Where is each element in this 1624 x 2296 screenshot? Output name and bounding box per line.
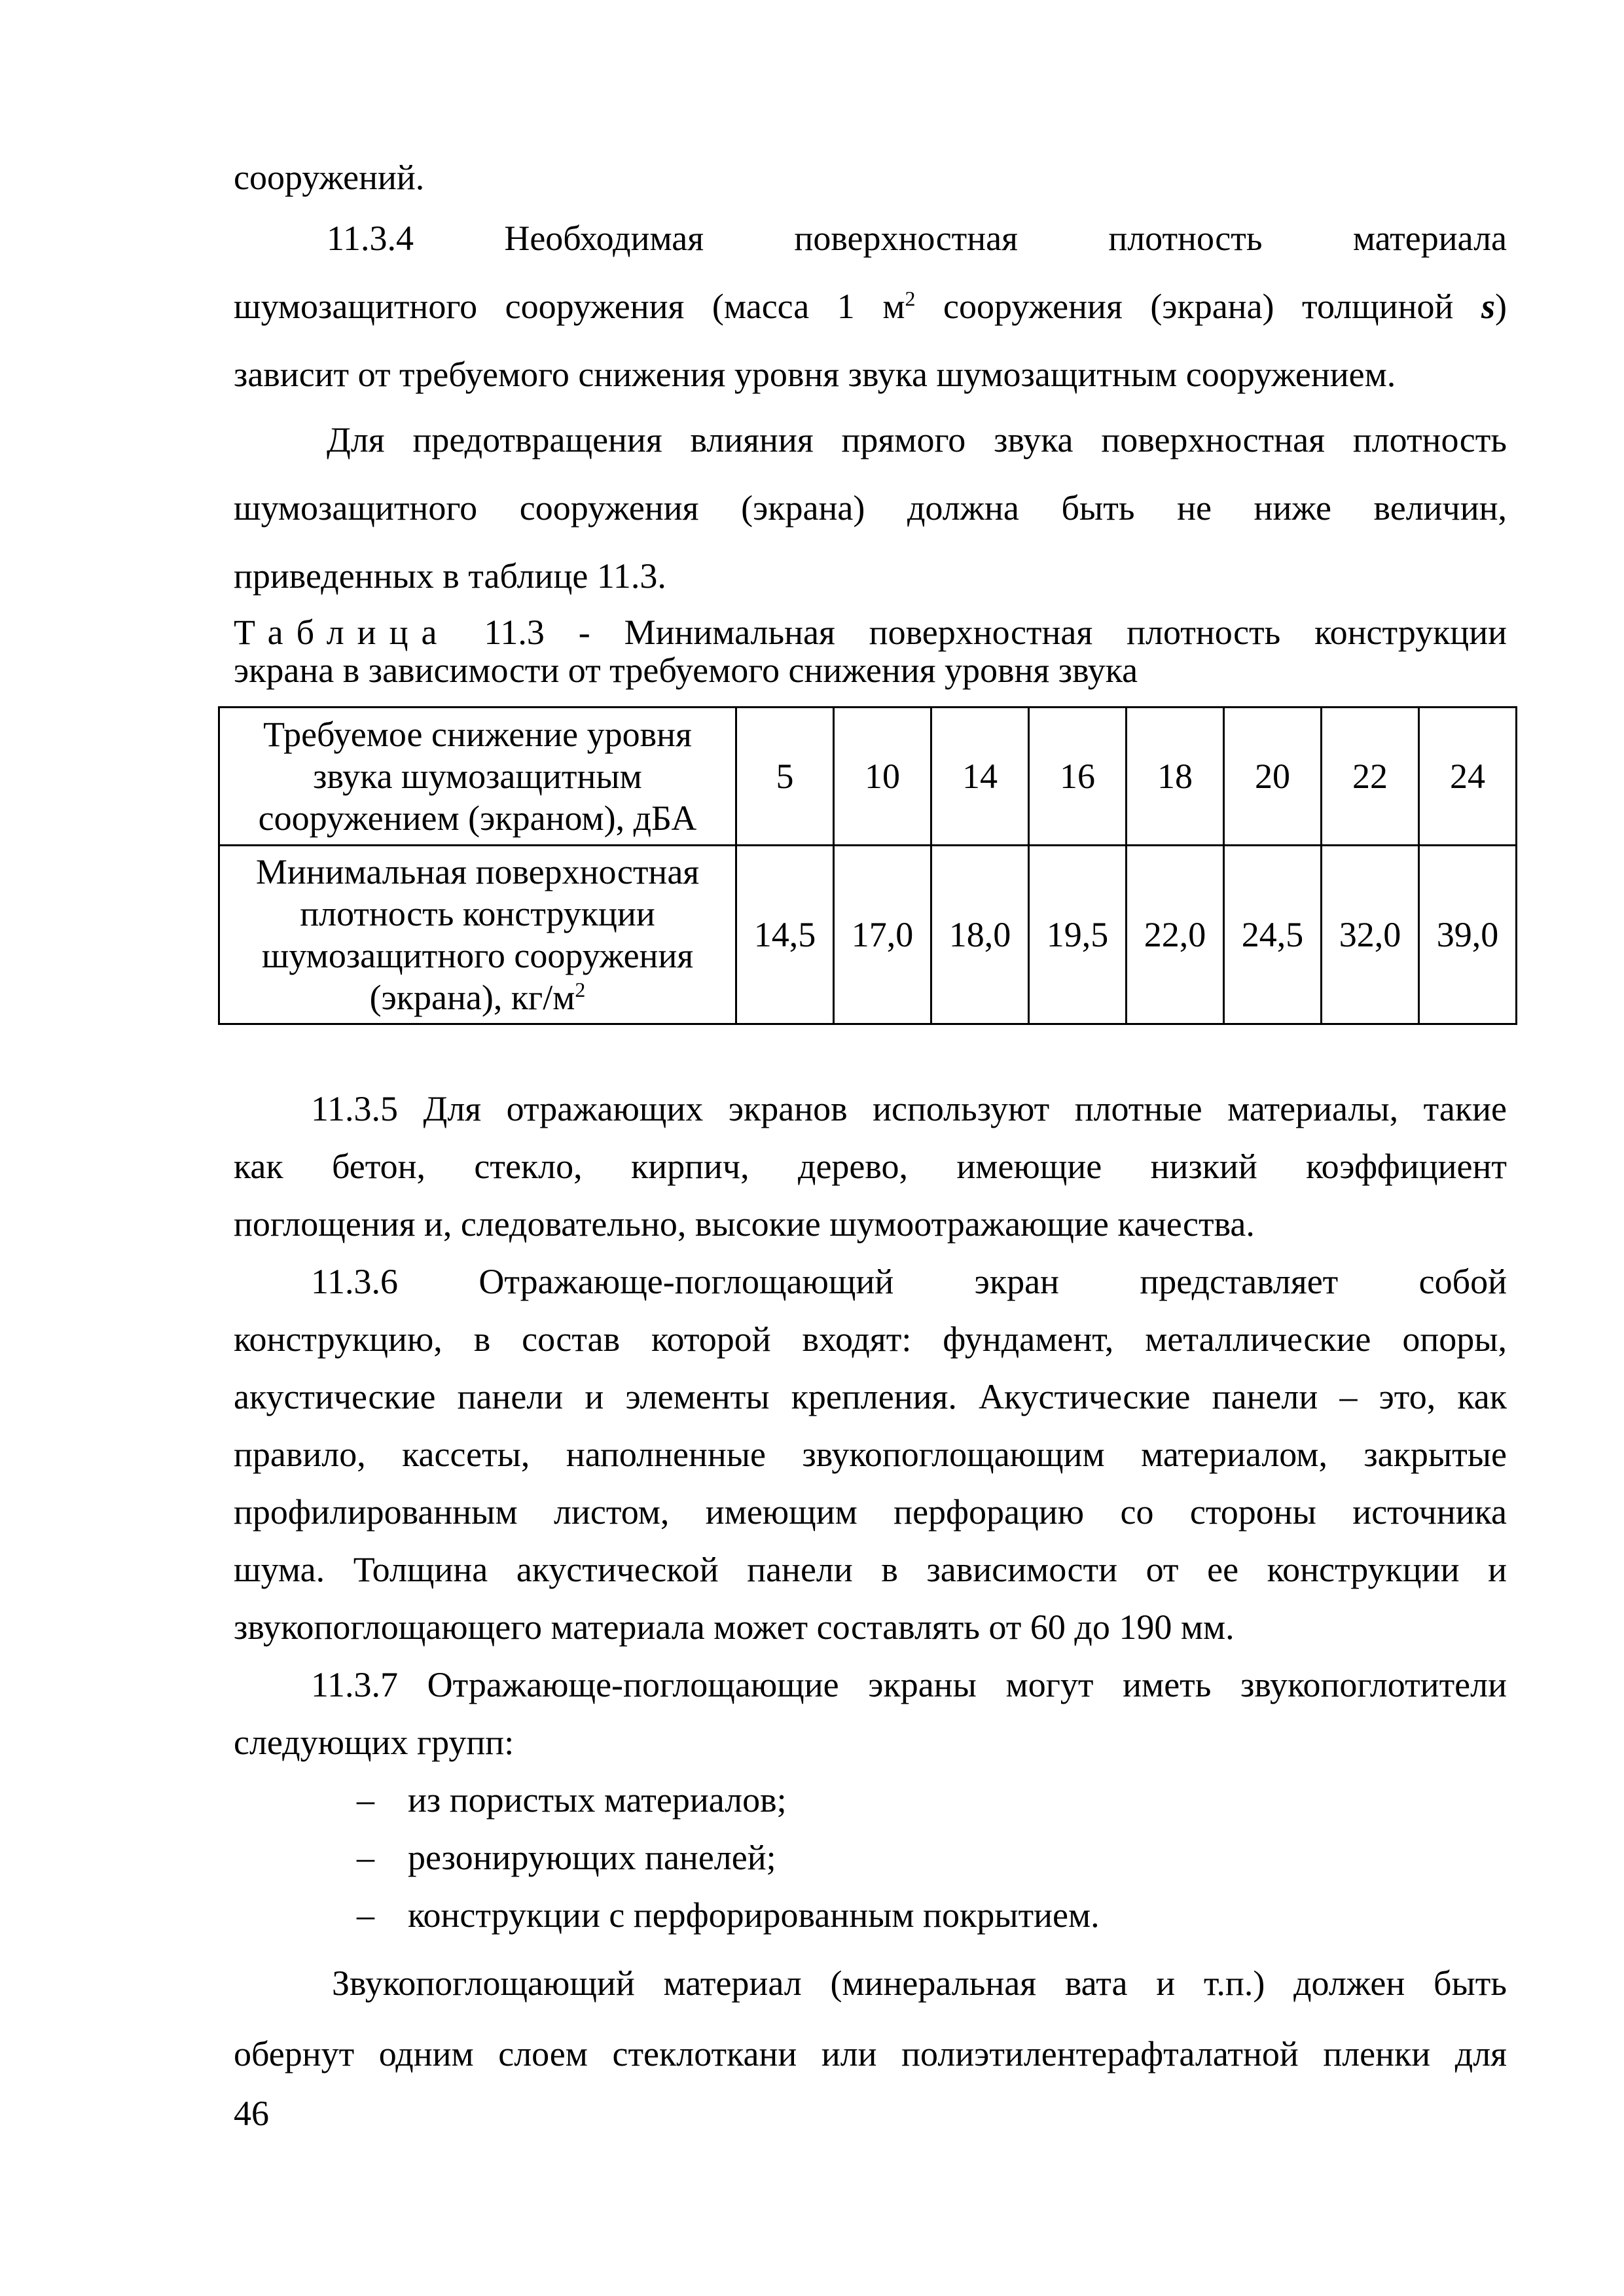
section-11-3-6: [234, 1253, 1507, 1656]
table-cell: 24,5: [1224, 846, 1322, 1024]
table-row-header-noise-reduction: Требуемое снижение уровня звука шумозащитным сооружением (экраном), дБА: [219, 708, 736, 846]
page-number: 46: [234, 2094, 269, 2133]
density-table: [218, 706, 1517, 1025]
table-cell: 39,0: [1419, 846, 1517, 1024]
table-row: [219, 708, 1517, 846]
superscript-2: 2: [575, 978, 586, 1001]
section-11-3-6-line-6: шума. Толщина акустической панели в зависимости от ее конструкции и: [234, 1550, 1507, 1589]
table-cell: 17,0: [834, 846, 931, 1024]
section-11-3-6-line-2: конструкцию, в состав которой входят: фундамент, металлические опоры,: [234, 1319, 1507, 1359]
section-11-3-7-line-2: следующих групп:: [234, 1723, 514, 1762]
table-cell: 14,5: [736, 846, 834, 1024]
table-row: [219, 846, 1517, 1024]
section-11-3-5-line-3: поглощения и, следовательно, высокие шумоотражающие качества.: [234, 1204, 1255, 1244]
section-11-3-7: [234, 1656, 1507, 1771]
section-11-3-4-line-1: 11.3.4 Необходимая поверхностная плотность материала: [327, 219, 1507, 258]
section-11-3-6-line-1: 11.3.6 Отражающе-поглощающий экран представляет собой: [311, 1262, 1507, 1301]
section-11-3-4: [234, 204, 1507, 408]
section-11-3-5-line-2: как бетон, стекло, кирпич, дерево, имеющие низкий коэффициент: [234, 1147, 1507, 1186]
section-11-3-7-line-1: 11.3.7 Отражающе-поглощающие экраны могут иметь звукопоглотители: [311, 1665, 1507, 1704]
table-cell: 22,0: [1127, 846, 1224, 1024]
dash-bullet: –: [357, 1895, 374, 1935]
table-cell: 18: [1127, 708, 1224, 846]
table-cell: 32,0: [1322, 846, 1419, 1024]
dash-bullet: –: [357, 1838, 374, 1877]
paragraph-continuation: сооружений.: [234, 158, 425, 197]
dash-bullet: –: [357, 1780, 374, 1820]
table-cell: 22: [1322, 708, 1419, 846]
table-cell: 24: [1419, 708, 1517, 846]
table-cell: 18,0: [931, 846, 1029, 1024]
section-11-3-4-line-2: шумозащитного сооружения (масса 1 $м^2$ сооружения (экрана) толщиной s): [234, 287, 1507, 326]
paragraph-prevention-line-3: приведенных в таблице 11.3.: [234, 556, 666, 596]
table-row-header-surface-density: Минимальная поверхностная плотность конструкции шумозащитного сооружения (экрана), $кг/м^2$: [219, 846, 736, 1024]
table-cell: 14: [931, 708, 1029, 846]
section-11-3-4-line-3: зависит от требуемого снижения уровня звука шумозащитным сооружением.: [234, 355, 1396, 394]
section-11-3-5-line-1: 11.3.5 Для отражающих экранов используют плотные материалы, такие: [311, 1089, 1507, 1128]
table-caption: [234, 613, 1507, 689]
table-cell: 20: [1224, 708, 1322, 846]
superscript-2: 2: [905, 287, 916, 310]
paragraph-prevention: [234, 406, 1507, 610]
paragraph-absorbing-material: [234, 1948, 1507, 2089]
symbol-s: s: [1481, 287, 1496, 326]
paragraph-absorbing-material-line-1: Звукопоглощающий материал (минеральная вата и т.п.) должен быть: [332, 1964, 1507, 2003]
paragraph-absorbing-material-line-2: обернут одним слоем стеклоткани или полиэтилентерафталатной пленки для: [234, 2034, 1507, 2073]
paragraph-prevention-line-2: шумозащитного сооружения (экрана) должна быть не ниже величин,: [234, 488, 1507, 528]
section-11-3-6-line-5: профилированным листом, имеющим перфорацию со стороны источника: [234, 1492, 1507, 1532]
table-caption-label: Таблица: [234, 613, 450, 652]
table-cell: 5: [736, 708, 834, 846]
paragraph-prevention-line-1: Для предотвращения влияния прямого звука поверхностная плотность: [327, 420, 1507, 459]
absorber-group-list: – из пористых материалов; – резонирующих панелей; – конструкции с перфорированным покрытием.: [0, 1771, 1624, 1944]
table-caption-line-2: экрана в зависимости от требуемого снижения уровня звука: [234, 651, 1138, 690]
section-11-3-6-line-7: звукопоглощающего материала может составлять от 60 до 190 мм.: [234, 1607, 1235, 1647]
table-caption-line-1: Таблица 11.3 - Минимальная поверхностная плотность конструкции: [234, 613, 1507, 652]
table-cell: 10: [834, 708, 931, 846]
table-cell: 16: [1029, 708, 1127, 846]
section-11-3-5: [234, 1080, 1507, 1253]
section-11-3-6-line-3: акустические панели и элементы крепления. Акустические панели – это, как: [234, 1377, 1507, 1416]
table-cell: 19,5: [1029, 846, 1127, 1024]
section-11-3-6-line-4: правило, кассеты, наполненные звукопоглощающим материалом, закрытые: [234, 1435, 1507, 1474]
